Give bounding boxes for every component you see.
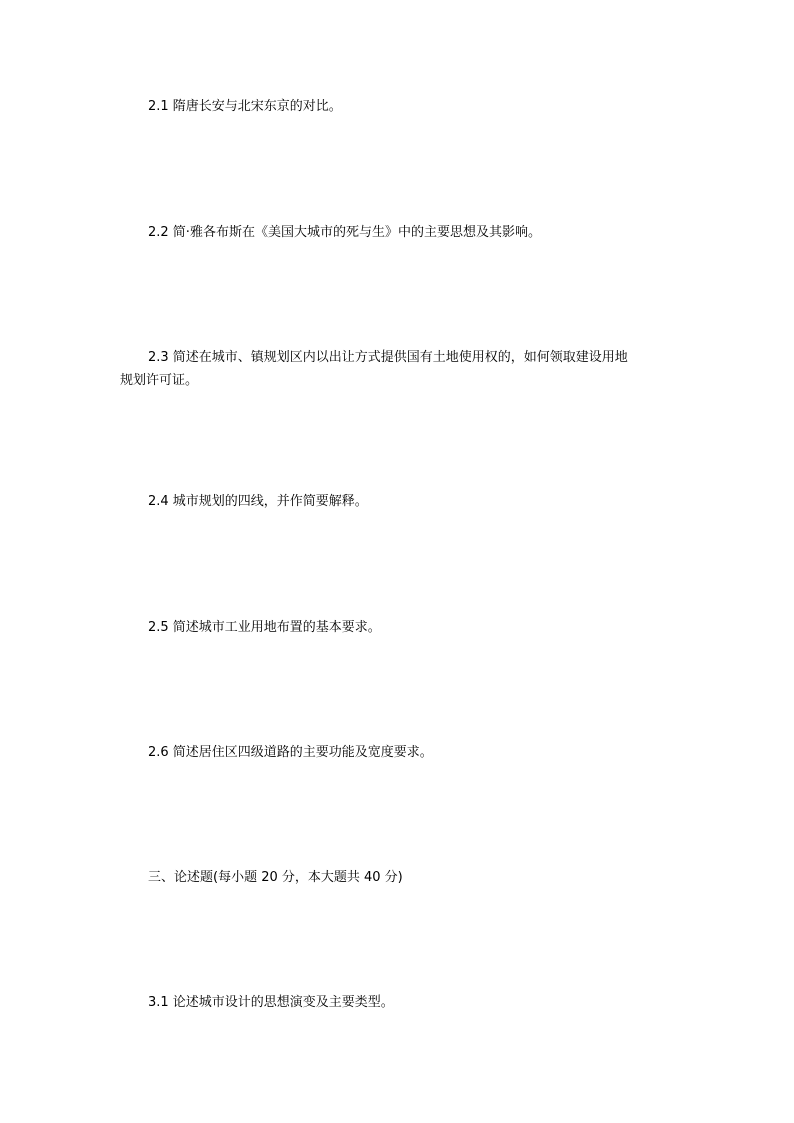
section-3-heading: 三、论述题(每小题 20 分，本大题共 40 分) [148,870,403,885]
question-2-3-line-2: 规划许可证。 [120,373,199,388]
question-2-1: 2.1 隋唐长安与北宋东京的对比。 [148,99,342,114]
question-3-1: 3.1 论述城市设计的思想演变及主要类型。 [148,995,394,1010]
question-2-6: 2.6 简述居住区四级道路的主要功能及宽度要求。 [148,745,433,760]
question-2-4: 2.4 城市规划的四线，并作简要解释。 [148,494,368,509]
question-2-3-line-1: 2.3 简述在城市、镇规划区内以出让方式提供国有土地使用权的，如何领取建设用地 [148,350,628,365]
question-2-5: 2.5 简述城市工业用地布置的基本要求。 [148,620,381,635]
question-2-2: 2.2 简·雅各布斯在《美国大城市的死与生》中的主要思想及其影响。 [148,225,541,240]
